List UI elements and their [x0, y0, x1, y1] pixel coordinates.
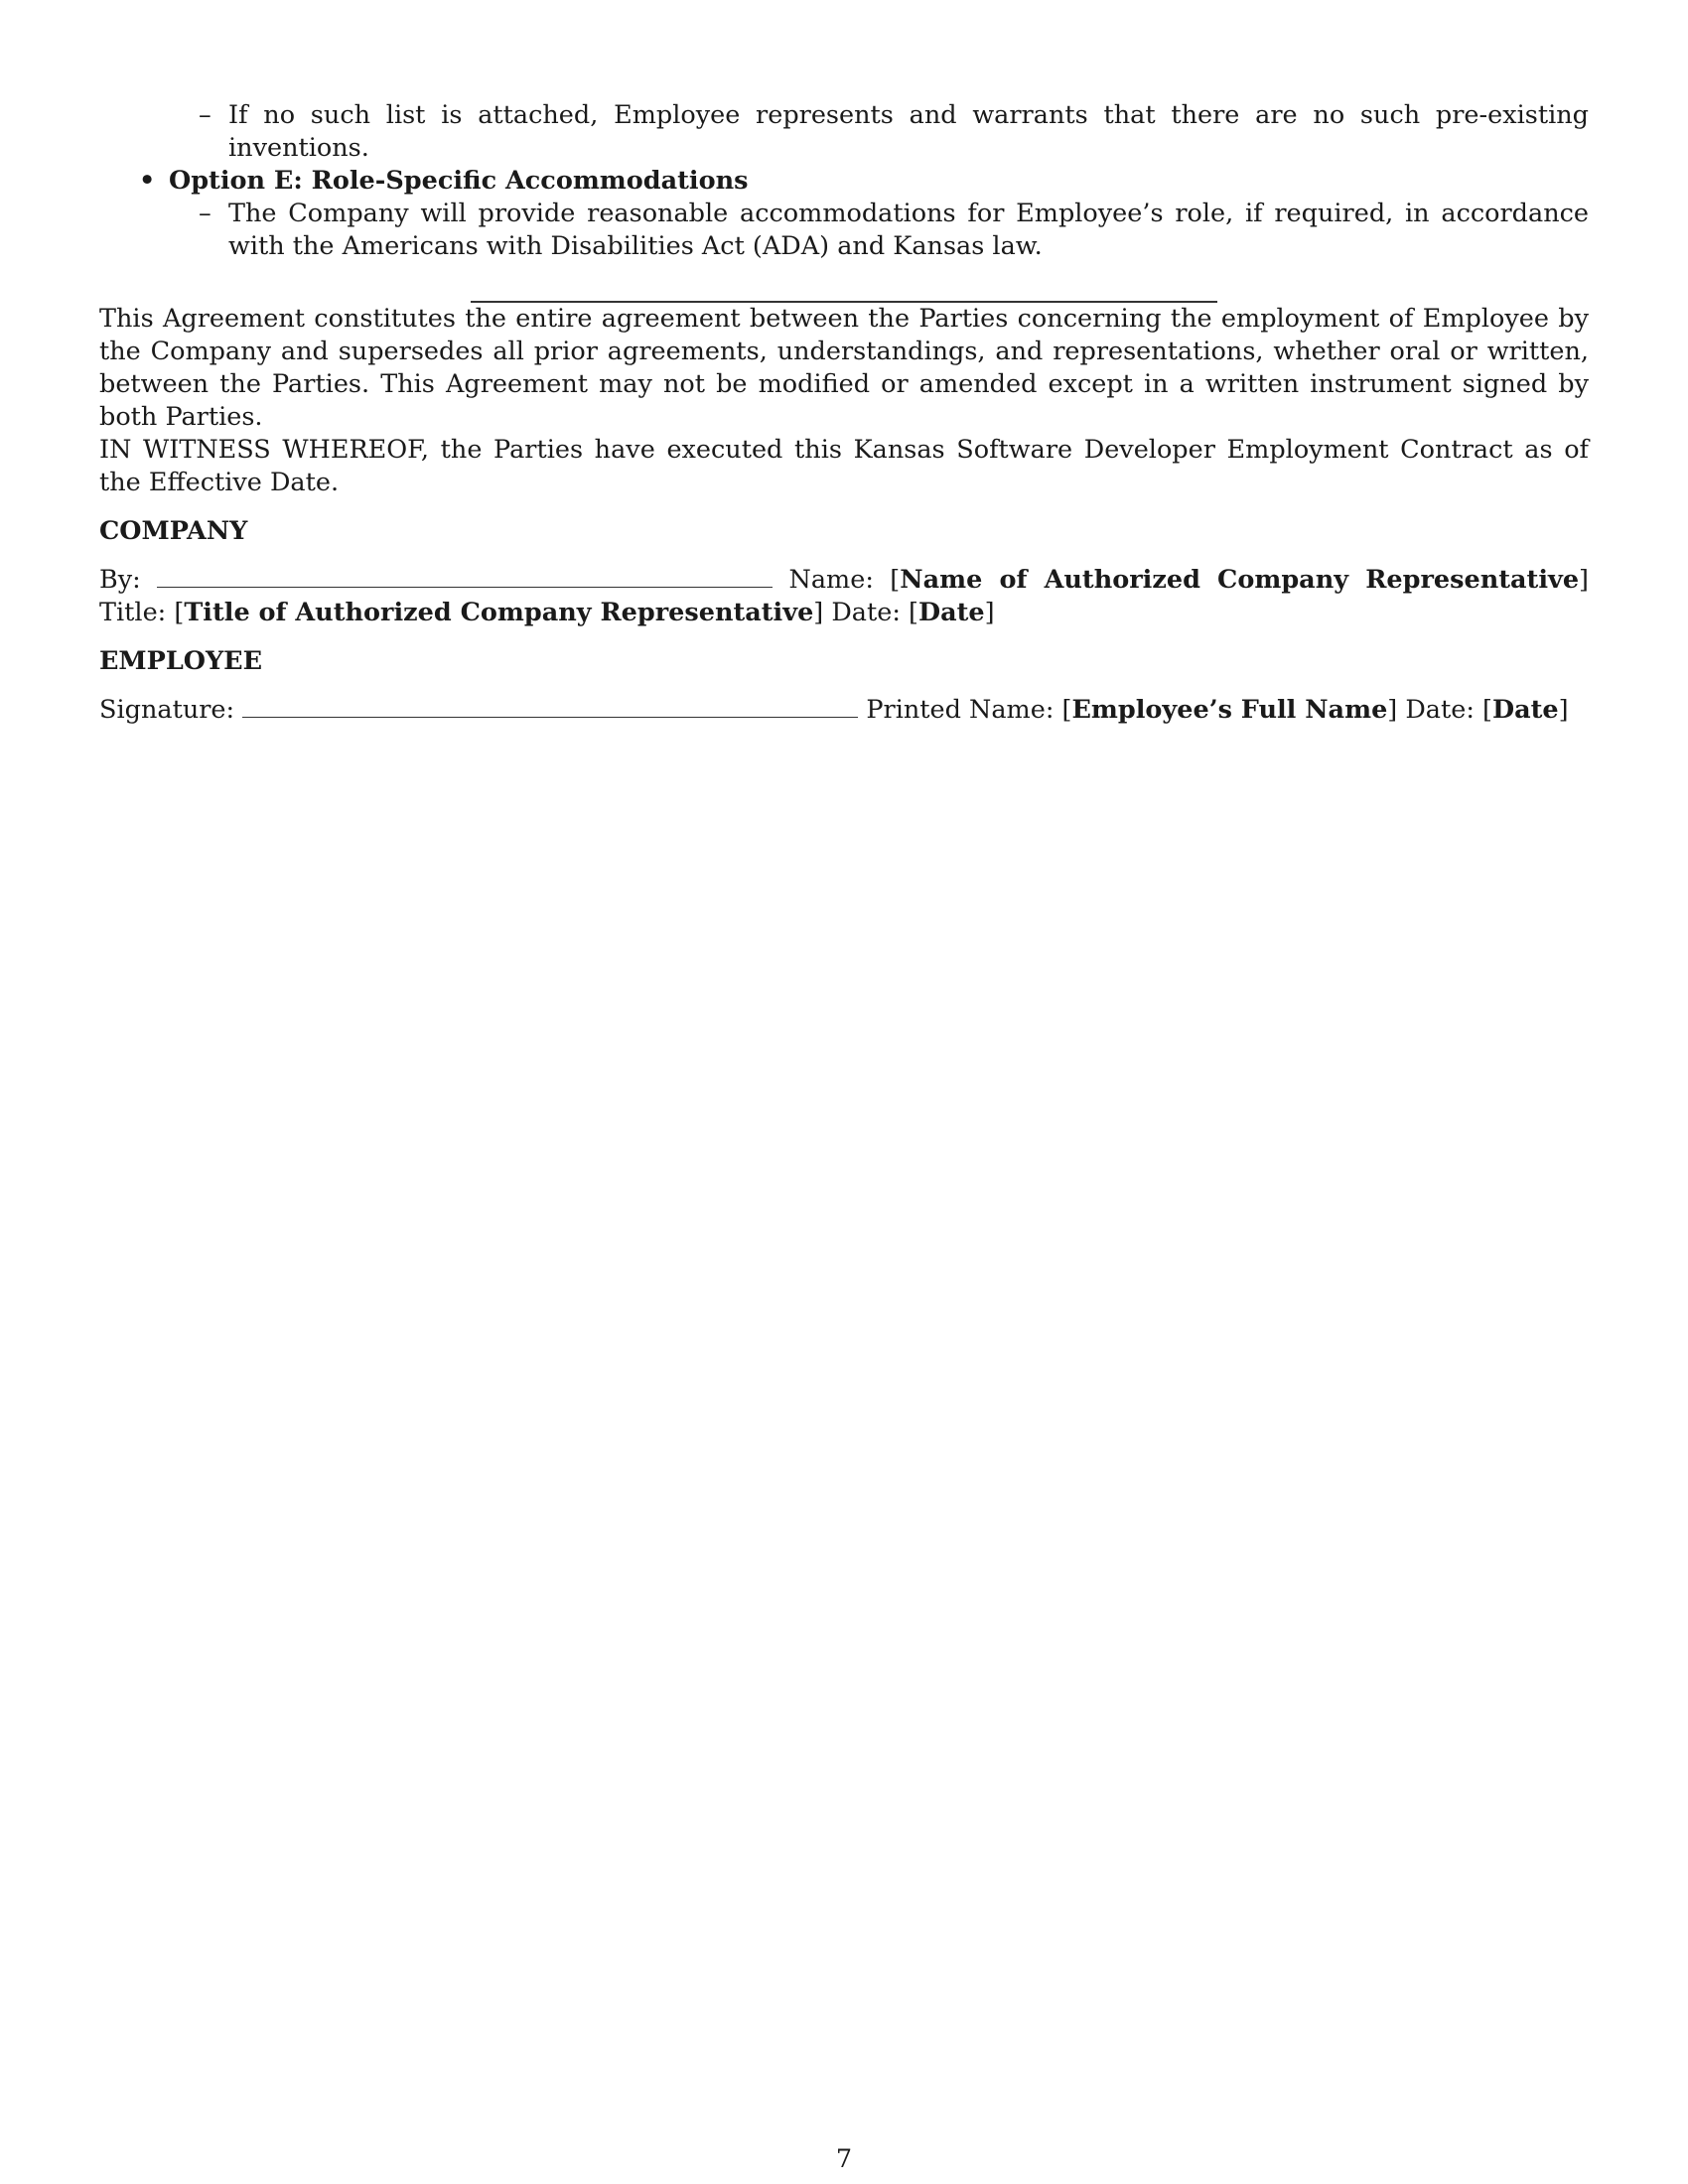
date-label: Date:	[831, 598, 901, 627]
list-item-text: If no such list is attached, Employee represents and warrants that there are no such pre-existing inventions.	[228, 100, 1589, 163]
employee-heading: EMPLOYEE	[99, 646, 263, 676]
entire-agreement-paragraph: This Agreement constitutes the entire agreement between the Parties concerning the employment of Employee by the Company and supersedes all prior agreements, understandings, and representations, whether oral or written, between the Parties. This Agreement may not be modified or amended except in a written instrument signed by both Parties.	[99, 304, 1589, 432]
dash-marker: –	[199, 100, 211, 130]
document-page	[99, 99, 1589, 727]
company-signature-line[interactable]	[157, 565, 773, 588]
list-item-no-pre-existing-inventions	[99, 99, 1589, 165]
signature-label: Signature:	[99, 695, 235, 725]
date-label: Date:	[1405, 695, 1475, 725]
list-item-accommodations	[99, 198, 1589, 263]
employee-signature-block: Signature: Printed Name: [Employee’s Full Name] Date: [Date]	[99, 695, 1569, 725]
employee-signature-line[interactable]	[242, 695, 858, 718]
list-item-text: The Company will provide reasonable accommodations for Employee’s role, if required, in accordance with the Americans with Disabilities Act (ADA) and Kansas law.	[228, 199, 1589, 261]
employee-name-placeholder: Employee’s Full Name	[1071, 695, 1388, 725]
dash-marker: –	[199, 199, 211, 228]
company-signature-block: By: Name: [Name of Authorized Company Representative] Title: [Title of Authorized Company Representative] Date: [Date]	[99, 565, 1589, 627]
company-date-placeholder: Date	[918, 598, 985, 627]
option-e-heading	[99, 165, 1589, 198]
company-heading: COMPANY	[99, 516, 248, 546]
company-rep-title-placeholder: Title of Authorized Company Representative	[184, 598, 814, 627]
option-e-title: Option E: Role-Specific Accommodations	[169, 166, 749, 196]
printed-name-label: Printed Name:	[866, 695, 1055, 725]
title-label: Title:	[99, 598, 167, 627]
name-label: Name:	[788, 565, 874, 595]
bullet-marker: •	[139, 166, 156, 196]
witness-paragraph: IN WITNESS WHEREOF, the Parties have executed this Kansas Software Developer Employment Contract as of the Effective Date.	[99, 435, 1589, 497]
page-number: 7	[835, 2144, 853, 2174]
company-rep-name-placeholder: Name of Authorized Company Representative	[900, 565, 1580, 595]
employee-date-placeholder: Date	[1492, 695, 1559, 725]
by-label: By:	[99, 565, 141, 595]
